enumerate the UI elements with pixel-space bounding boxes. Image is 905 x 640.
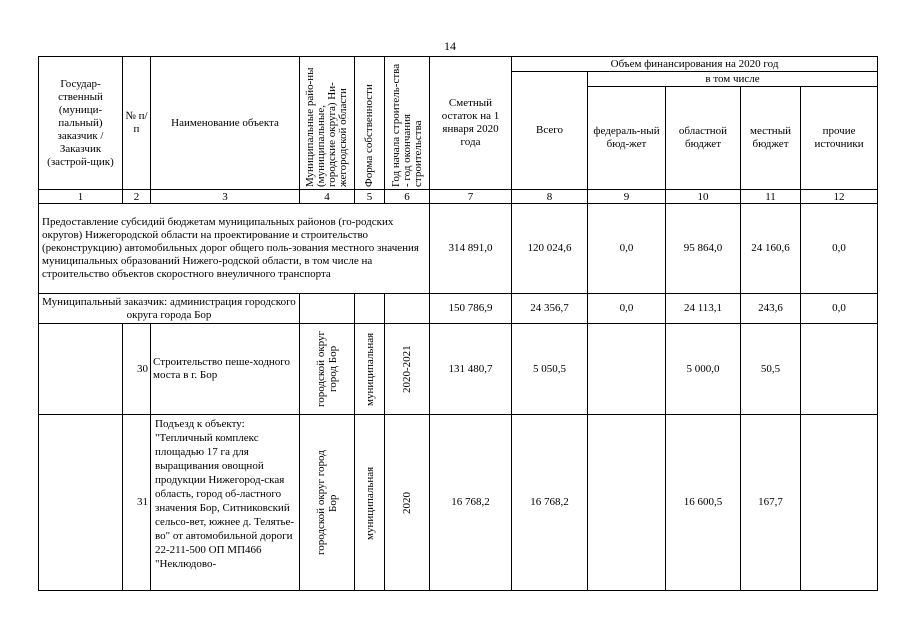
object-other (801, 415, 878, 591)
header-funding-volume: Объем финансирования на 2020 год (512, 57, 878, 72)
header-object-name: Наименование объекта (151, 57, 300, 190)
object-ownership: муниципальная (363, 332, 376, 406)
object-estimated: 16 768,2 (430, 415, 512, 591)
col-number: 10 (666, 190, 741, 204)
customer-total: 24 356,7 (512, 294, 588, 324)
object-federal (588, 324, 666, 415)
header-including: в том числе (588, 72, 878, 87)
col-number: 3 (151, 190, 300, 204)
customer-estimated: 150 786,9 (430, 294, 512, 324)
object-district-cell (300, 324, 355, 415)
object-years-cell (385, 415, 430, 591)
object-district: городской округ город Бор (315, 450, 339, 555)
object-years: 2020 (401, 491, 413, 514)
object-ownership-cell (355, 415, 385, 591)
col-number: 12 (801, 190, 878, 204)
header-districts-cell (300, 57, 355, 190)
section-row (39, 204, 878, 294)
object-regional: 16 600,5 (666, 415, 741, 591)
customer-empty (300, 294, 355, 324)
customer-row (39, 294, 878, 324)
object-empty (39, 415, 123, 591)
financing-table (38, 56, 878, 591)
header-regional: областной бюджет (666, 87, 741, 190)
object-district-cell (300, 415, 355, 591)
col-number: 11 (741, 190, 801, 204)
header-num: № п/п (123, 57, 151, 190)
object-estimated: 131 480,7 (430, 324, 512, 415)
header-estimated-balance: Сметный остаток на 1 января 2020 года (430, 57, 512, 190)
customer-empty (385, 294, 430, 324)
header-local: местный бюджет (741, 87, 801, 190)
object-total: 16 768,2 (512, 415, 588, 591)
section-title: Предоставление субсидий бюджетам муниципальных районов (го-родских округов) Нижегородской области на проектирование и строительство (реконструкцию) автомобильных дорог общего поль-зования местного значения муниципальных образований Нижего-родской области, в том числе на строительство объектов скоростного внеуличного транспорта (39, 204, 430, 294)
column-number-row (39, 190, 878, 204)
section-federal: 0,0 (588, 204, 666, 294)
object-row (39, 415, 878, 591)
customer-federal: 0,0 (588, 294, 666, 324)
customer-empty (355, 294, 385, 324)
col-number: 1 (39, 190, 123, 204)
page-number: 14 (444, 39, 456, 53)
header-ownership-cell (355, 57, 385, 190)
header-federal: федераль-ный бюд-жет (588, 87, 666, 190)
header-years-cell (385, 57, 430, 190)
header-customer: Государ-ственный (муници-пальный) заказчик / Заказчик (застрой-щик) (39, 57, 123, 190)
header-total: Всего (512, 72, 588, 190)
object-num: 31 (123, 415, 151, 591)
object-regional: 5 000,0 (666, 324, 741, 415)
col-number: 6 (385, 190, 430, 204)
col-number: 5 (355, 190, 385, 204)
object-years: 2020-2021 (401, 345, 413, 393)
object-district: городской округ город Бор (315, 330, 339, 408)
object-total: 5 050,5 (512, 324, 588, 415)
section-total: 120 024,6 (512, 204, 588, 294)
section-local: 24 160,6 (741, 204, 801, 294)
object-other (801, 324, 878, 415)
object-ownership: муниципальная (363, 465, 376, 540)
col-number: 2 (123, 190, 151, 204)
object-name: Подъезд к объекту: "Тепличный комплекс площадью 17 га для выращивания овощной продукции Нижегород-ская область, город об-ластного значения Бор, Ситниковский сельсо-вет, южнее д. Телятье-во" от автомобильной дороги 22-211-500 ОП МП466 "Неклюдово- (151, 415, 300, 591)
object-federal (588, 415, 666, 591)
object-local: 50,5 (741, 324, 801, 415)
col-number: 4 (300, 190, 355, 204)
col-number: 8 (512, 190, 588, 204)
header-districts: Муниципальные райо-ны (муниципальные, городские округа) Ни-жегородской области (304, 67, 349, 187)
object-years-cell (385, 324, 430, 415)
header-other: прочие источники (801, 87, 878, 190)
header-row-1 (39, 57, 878, 72)
col-number: 7 (430, 190, 512, 204)
customer-other: 0,0 (801, 294, 878, 324)
object-row (39, 324, 878, 415)
section-estimated: 314 891,0 (430, 204, 512, 294)
customer-regional: 24 113,1 (666, 294, 741, 324)
object-name: Строительство пеше-ходного моста в г. Бор (151, 324, 300, 415)
col-number: 9 (588, 190, 666, 204)
customer-text: Муниципальный заказчик: администрация городского округа города Бор (39, 294, 300, 324)
header-years: Год начала строитель-ства - год окончания строительства (389, 63, 424, 187)
object-local: 167,7 (741, 415, 801, 591)
customer-local: 243,6 (741, 294, 801, 324)
object-empty (39, 324, 123, 415)
object-ownership-cell (355, 324, 385, 415)
section-other: 0,0 (801, 204, 878, 294)
object-num: 30 (123, 324, 151, 415)
section-regional: 95 864,0 (666, 204, 741, 294)
header-ownership: Форма собственности (363, 84, 375, 187)
